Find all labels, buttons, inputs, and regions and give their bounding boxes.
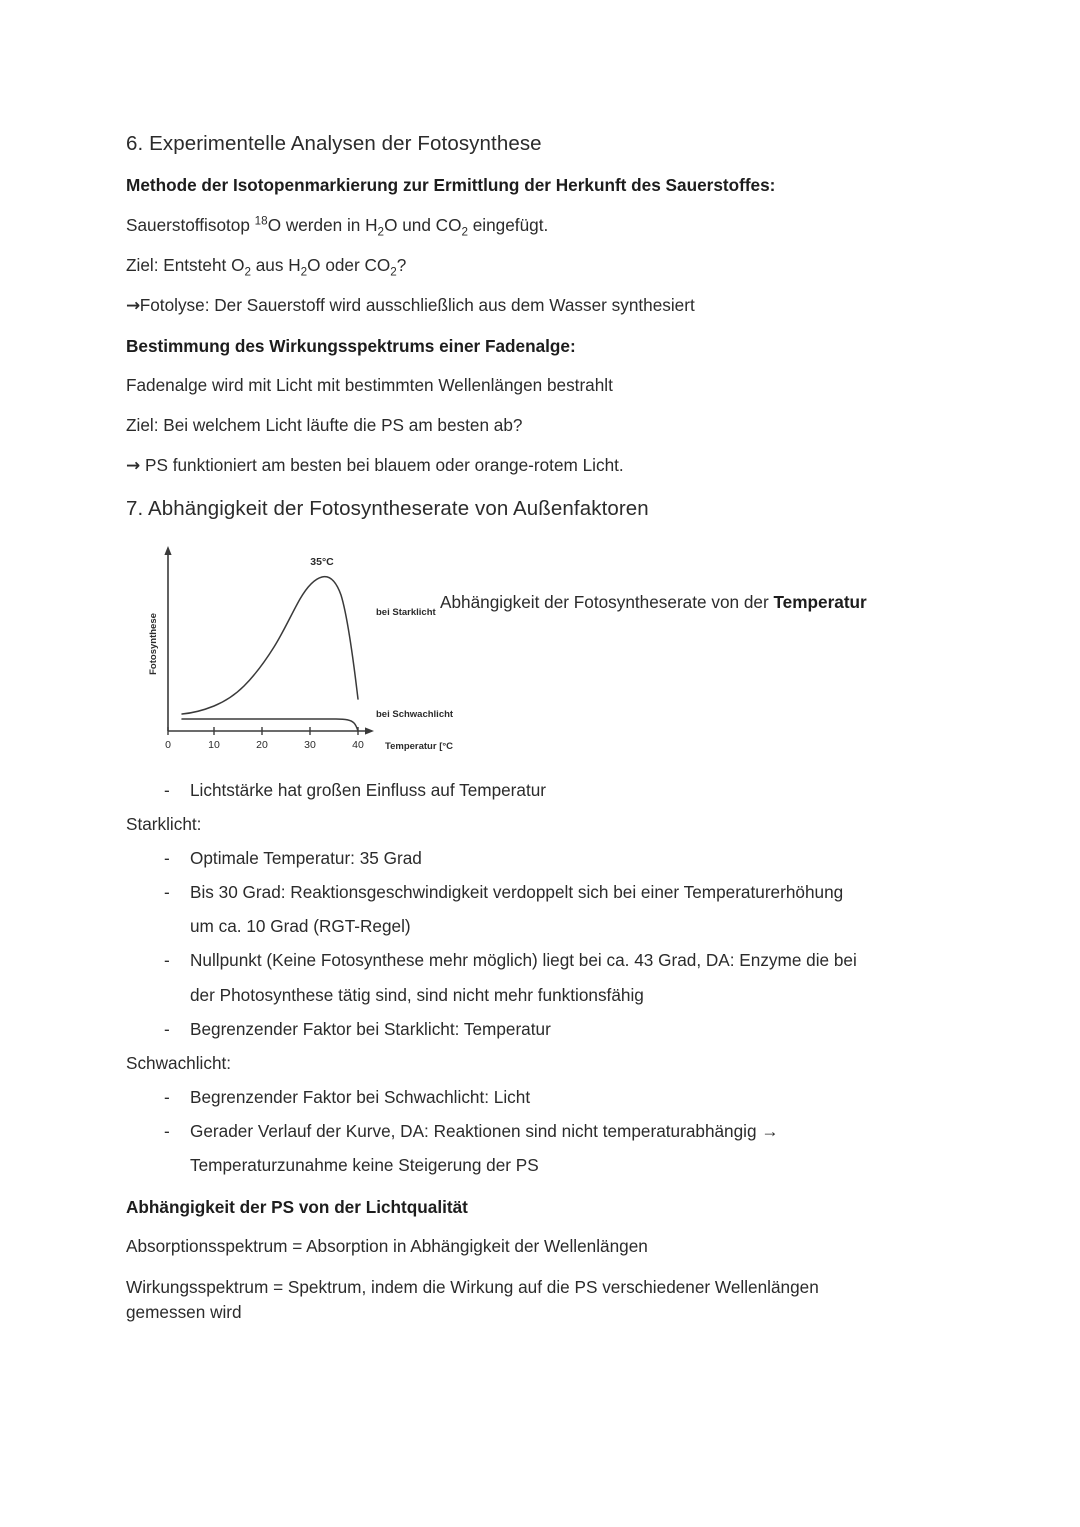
bullet-dash-icon: - (164, 1086, 170, 1107)
text-fragment: Ziel: Entsteht O (126, 254, 245, 275)
list-item (126, 1012, 998, 1046)
chart-xtick-20: 20 (256, 739, 268, 752)
list-item-label: Bis 30 Grad: Reaktionsgeschwindigkeit verdoppelt sich bei einer Temperaturerhöhung (190, 882, 844, 903)
list-item-continuation: der Photosynthese tätig sind, sind nicht mehr funktionsfähig (190, 984, 644, 1005)
list-item-continuation: Temperaturzunahme keine Steigerung der PS (190, 1154, 539, 1175)
paragraph-wirkungsspektrum-cont: gemessen wird (126, 1301, 242, 1322)
chart-series-starklicht (182, 577, 358, 714)
paragraph-fadenalge: Fadenalge wird mit Licht mit bestimmten Wellenlängen bestrahlt (126, 375, 613, 396)
text-fragment: PS funktioniert am besten bei blauem oder orange-rotem Licht. (140, 455, 624, 476)
list-item (126, 1114, 998, 1182)
chart-x-axis-arrowhead (365, 728, 374, 735)
text-fragment: O oder CO (307, 254, 391, 275)
list-item-label: Lichtstärke hat großen Einfluss auf Temperatur (190, 780, 547, 801)
arrow-right-icon: → (126, 295, 140, 316)
bullet-dash-icon: - (164, 1120, 170, 1141)
bullet-dash-icon: - (164, 848, 170, 869)
text-fragment: aus H (250, 254, 301, 275)
chart-fotosynthese-temperatur (140, 539, 460, 753)
list-item (126, 875, 998, 943)
paragraph-sauerstoffisotop (126, 214, 998, 237)
chart-label-schwachlicht: bei Schwachlicht (376, 709, 454, 721)
label-schwachlicht: Schwachlicht: (126, 1052, 232, 1073)
subscript-2: 2 (377, 225, 385, 239)
chart-xtick-10: 10 (208, 739, 220, 752)
list-item (126, 773, 998, 807)
list-item-label: Optimale Temperatur: 35 Grad (190, 848, 422, 869)
page-title: 6. Experimentelle Analysen der Fotosynthese (126, 132, 542, 155)
chart-svg (140, 539, 460, 753)
figure-caption-emphasis: Temperatur (773, 592, 867, 613)
figure-caption-text: Abhängigkeit der Fotosyntheserate von der (440, 592, 774, 613)
subscript-2: 2 (300, 265, 308, 279)
bullet-dash-icon: - (164, 882, 170, 903)
list-item (126, 943, 998, 1011)
chart-x-axis-label: Temperatur [°C (385, 741, 454, 753)
arrow-right-icon: → (126, 456, 141, 477)
document-content (126, 130, 998, 1341)
heading-section-7: 7. Abhängigkeit der Fotosyntheserate von Außenfaktoren (126, 497, 649, 521)
list-item-label: Gerader Verlauf der Kurve, DA: Reaktionen sind nicht temperaturabhängig → (190, 1120, 779, 1141)
superscript-18: 18 (254, 214, 268, 228)
paragraph-ps-funktioniert (126, 454, 998, 478)
figure-caption (440, 591, 1000, 613)
list-item-label: Begrenzender Faktor bei Schwachlicht: Licht (190, 1086, 531, 1107)
heading-lichtqualitaet: Abhängigkeit der PS von der Lichtqualität (126, 1196, 468, 1217)
paragraph-ziel-entsteht (126, 254, 998, 277)
chart-y-axis-arrowhead (164, 546, 171, 555)
paragraph-fotolyse (126, 294, 998, 318)
subscript-2: 2 (244, 265, 251, 279)
chart-y-axis-label: Fotosynthese (148, 613, 159, 676)
bullet-dash-icon: - (164, 1018, 170, 1039)
chart-xtick-30: 30 (304, 739, 316, 752)
subscript-2: 2 (390, 265, 397, 279)
list-item-continuation: um ca. 10 Grad (RGT-Regel) (190, 916, 411, 937)
chart-annotation-35c: 35°C (310, 556, 334, 569)
chart-series-schwachlicht (182, 719, 358, 731)
schwachlicht-list (126, 1080, 998, 1182)
subheading-wirkungsspektrum: Bestimmung des Wirkungsspektrums einer Fadenalge: (126, 335, 576, 356)
list-item-label: Nullpunkt (Keine Fotosynthese mehr möglich) liegt bei ca. 43 Grad, DA: Enzyme die bei (190, 950, 857, 971)
list-item-label: Begrenzender Faktor bei Starklicht: Temperatur (190, 1018, 551, 1039)
chart-xtick-0: 0 (165, 739, 171, 752)
notes-list (126, 773, 998, 807)
chart-x-tick-labels (165, 739, 364, 751)
label-starklicht: Starklicht: (126, 814, 202, 835)
text-fragment: O werden in H (267, 214, 378, 235)
chart-label-starklicht: bei Starklicht (376, 607, 436, 619)
bullet-dash-icon: - (164, 950, 170, 971)
bullet-dash-icon: - (164, 780, 170, 801)
subheading-isotopenmarkierung: Methode der Isotopenmarkierung zur Ermittlung der Herkunft des Sauerstoffes: (126, 175, 776, 196)
text-fragment: O und CO (384, 214, 462, 235)
subscript-2: 2 (461, 225, 468, 239)
list-item (126, 841, 998, 875)
text-fragment: Fotolyse: Der Sauerstoff wird ausschließlich aus dem Wasser synthesiert (139, 294, 695, 315)
starklicht-list (126, 841, 998, 1045)
list-item (126, 1080, 998, 1114)
figure-temperature-dependency (126, 539, 998, 767)
text-fragment: ? (396, 254, 407, 275)
paragraph-absorptionsspektrum: Absorptionsspektrum = Absorption in Abhängigkeit der Wellenlängen (126, 1236, 648, 1257)
chart-xtick-40: 40 (352, 739, 364, 752)
text-fragment: Sauerstoffisotop (126, 214, 255, 235)
paragraph-ziel-licht: Ziel: Bei welchem Licht läufte die PS am besten ab? (126, 415, 523, 436)
text-fragment: eingefügt. (467, 214, 549, 235)
paragraph-wirkungsspektrum: Wirkungsspektrum = Spektrum, indem die Wirkung auf die PS verschiedener Wellenlängen (126, 1276, 819, 1297)
